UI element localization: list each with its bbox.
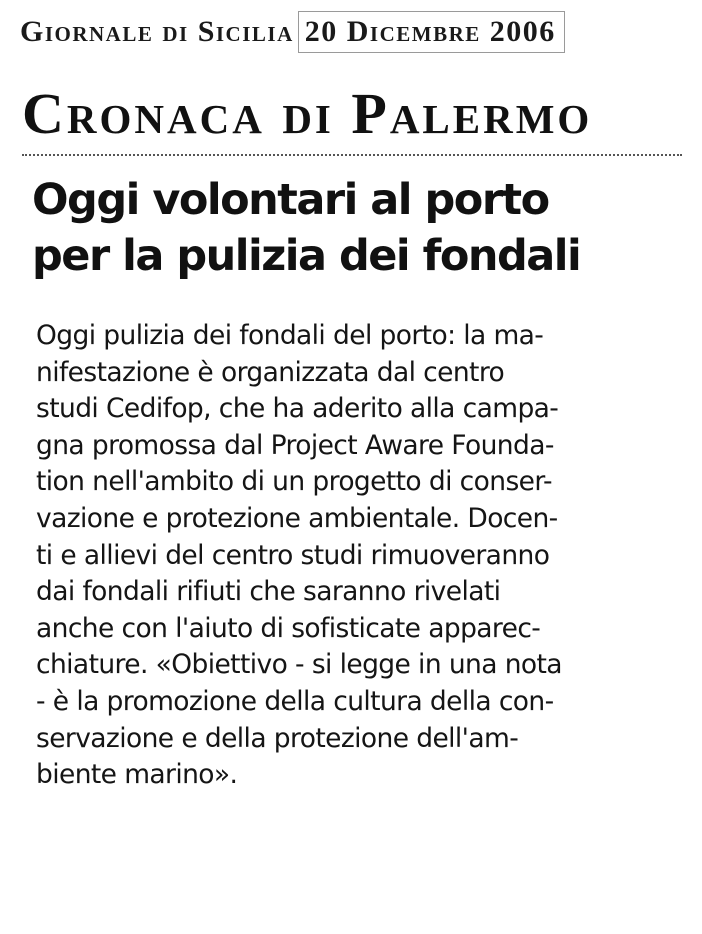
body-line: gna promossa dal Project Aware Founda- [36, 429, 554, 461]
body-line: studi Cedifop, che ha aderito alla campa- [36, 393, 559, 425]
body-line: nifestazione è organizzata dal centro [36, 356, 505, 388]
section-divider [22, 154, 682, 156]
body-line: ti e allievi del centro studi rimuoveranno [36, 539, 550, 571]
article-headline [32, 172, 682, 284]
body-line: dai fondali rifiuti che saranno rivelati [36, 576, 501, 608]
body-line: vazione e protezione ambientale. Docen- [36, 502, 558, 534]
masthead [20, 12, 565, 52]
headline-line: Oggi volontari al porto [32, 175, 549, 225]
body-line: Oggi pulizia dei fondali del porto: la ma- [36, 320, 544, 351]
body-line: - è la promozione della cultura della con- [36, 685, 554, 717]
body-line: chiature. «Obiettivo - si legge in una nota [36, 649, 562, 681]
body-line: anche con l'aiuto di sofisticate apparec- [36, 612, 541, 644]
headline-line: per la pulizia dei fondali [32, 231, 581, 281]
section-title: Cronaca di Palermo [22, 81, 593, 146]
publication-date: 20 Dicembre 2006 [298, 11, 565, 53]
body-line: tion nell'ambito di un progetto di conser- [36, 466, 552, 498]
body-line: biente marino». [36, 759, 238, 791]
article-body [36, 318, 686, 794]
body-line: servazione e della protezione dell'am- [36, 722, 519, 754]
newspaper-name: Giornale di Sicilia [20, 15, 294, 48]
